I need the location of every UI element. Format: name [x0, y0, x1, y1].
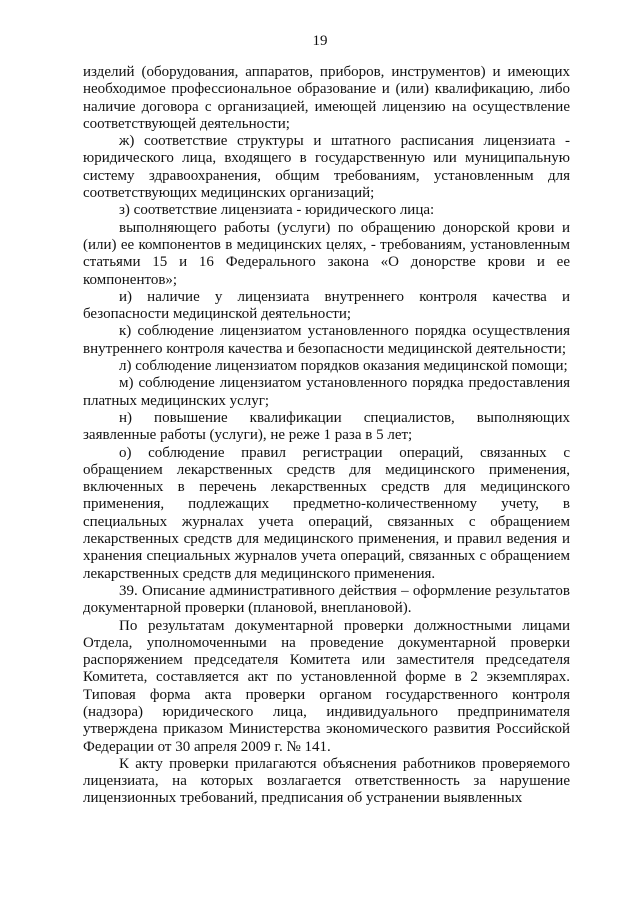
- paragraph-item-z: з) соответствие лицензиата - юридического лица:: [119, 202, 435, 219]
- paragraph-item-k: к) соблюдение лицензиатом установленного порядка осуществления внутреннего контроля качества и безопасности медицинской деятельности;: [83, 323, 570, 357]
- paragraph-continuation: изделий (оборудования, аппаратов, приборов, инструментов) и имеющих необходимое профессиональное образование и (или) квалификацию, либо наличие договора с организацией, имеющей лицензию на осуществление соответствующей деятельности;: [83, 64, 570, 132]
- paragraph-inspection-results: По результатам документарной проверки должностными лицами Отдела, уполномоченными на проведение документарной проверки распоряжением председателя Комитета или заместителя председателя Комитета, составляется акт по установленной форме в 2 экземплярах. Типовая форма акта проверки органом государственного контроля (надзора) юридического лица, индивидуального предпринимателя утверждена приказом Министерства экономического развития Российской Федерации от 30 апреля 2009 г. № 141.: [83, 617, 570, 755]
- paragraph-act-attachments: К акту проверки прилагаются объяснения работников проверяемого лицензиата, на которых возлагается ответственность за нарушение лицензионных требований, предписания об устранении выявленных: [83, 755, 570, 807]
- paragraph-section-39: 39. Описание административного действия – оформление результатов документарной проверки (плановой, внеплановой).: [83, 582, 570, 617]
- paragraph-item-l: л) соблюдение лицензиатом порядков оказания медицинской помощи;: [119, 358, 568, 375]
- paragraph-item-zh: ж) соответствие структуры и штатного расписания лицензиата - юридического лица, входящего в государственную или муниципальную систему здравоохранения, общим требованиям, установленным для соответствующих медицинских организаций;: [83, 133, 570, 202]
- paragraph-item-i: и) наличие у лицензиата внутреннего контроля качества и безопасности медицинской деятельности;: [83, 288, 570, 323]
- paragraph-item-m: м) соблюдение лицензиатом установленного порядка предоставления платных медицинских услуг;: [83, 375, 570, 409]
- page-number: 19: [312, 33, 328, 49]
- paragraph-item-n: н) повышение квалификации специалистов, выполняющих заявленные работы (услуги), не реже 1 раза в 5 лет;: [83, 409, 570, 444]
- paragraph-item-o: о) соблюдение правил регистрации операций, связанных с обращением лекарственных средств для медицинского применения, включенных в перечень лекарственных средств для медицинского применения, подлежащих предметно-количественному учету, в специальных журналах учета операций, связанных с обращением лекарственных средств для медицинского применения, и правил ведения и хранения специальных журналов учета операций, связанных с обращением лекарственных средств для медицинского применения.: [83, 444, 570, 582]
- page-body: [83, 64, 570, 808]
- paragraph-item-z-blood: выполняющего работы (услуги) по обращению донорской крови и (или) ее компонентов в медицинских целях, - требованиям, установленным статьями 15 и 16 Федерального закона «О донорстве крови и ее компонентов»;: [83, 219, 570, 288]
